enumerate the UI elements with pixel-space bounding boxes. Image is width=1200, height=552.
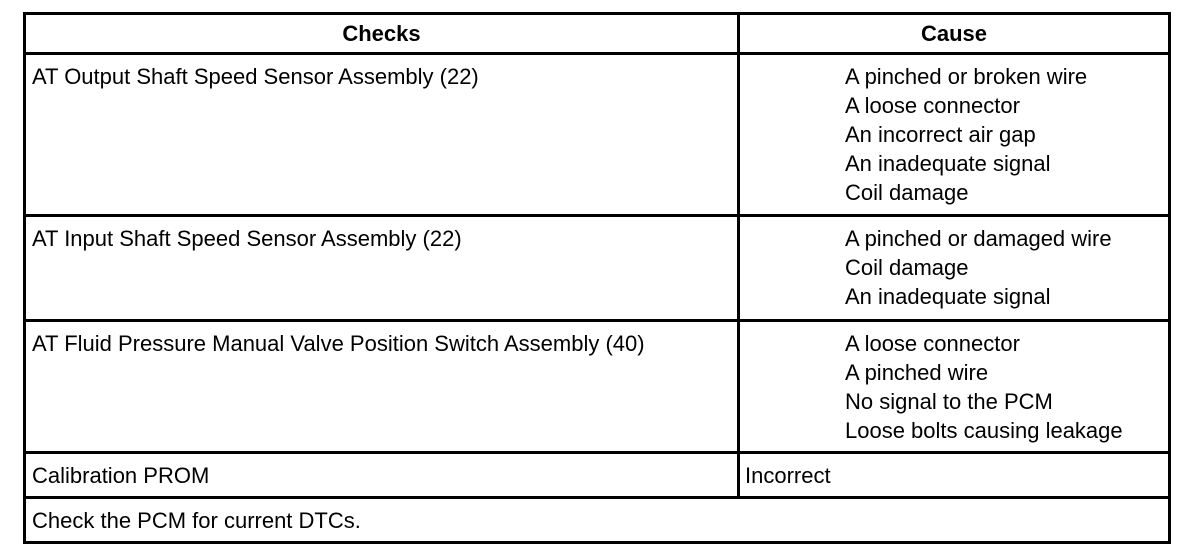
cause-cell: [739, 216, 1170, 321]
table-row: [25, 216, 1170, 321]
table-row: [25, 54, 1170, 216]
cause-item: An incorrect air gap: [845, 122, 1036, 147]
cause-item: A pinched or broken wire: [845, 64, 1088, 89]
cause-list: [740, 224, 1168, 311]
table-row: [25, 453, 1170, 498]
diagnostic-table: [23, 12, 1171, 544]
cause-item: A pinched wire: [845, 360, 989, 385]
check-cell: AT Output Shaft Speed Sensor Assembly (22): [25, 54, 739, 216]
header-row: [25, 14, 1170, 54]
cause-item: An inadequate signal: [845, 151, 1051, 176]
check-cell: AT Fluid Pressure Manual Valve Position Switch Assembly (40): [25, 321, 739, 453]
footer-row: [25, 498, 1170, 543]
cause-item: A loose connector: [845, 93, 1020, 118]
cause-item: Loose bolts causing leakage: [845, 418, 1123, 443]
cause-item: A pinched or damaged wire: [845, 226, 1112, 251]
cause-item: An inadequate signal: [845, 284, 1051, 309]
cause-item: Coil damage: [845, 255, 969, 280]
cause-list: [740, 329, 1168, 445]
check-cell: AT Input Shaft Speed Sensor Assembly (22): [25, 216, 739, 321]
check-cell: Calibration PROM: [25, 453, 739, 498]
cause-item: Coil damage: [845, 180, 969, 205]
cause-item: A loose connector: [845, 331, 1020, 356]
table-row: [25, 321, 1170, 453]
cause-item: No signal to the PCM: [845, 389, 1053, 414]
header-checks: Checks: [25, 14, 739, 54]
cause-cell: Incorrect: [739, 453, 1170, 498]
cause-cell: [739, 54, 1170, 216]
header-cause: Cause: [739, 14, 1170, 54]
cause-cell: [739, 321, 1170, 453]
cause-list: [740, 62, 1168, 207]
footer-note: Check the PCM for current DTCs.: [25, 498, 1170, 543]
